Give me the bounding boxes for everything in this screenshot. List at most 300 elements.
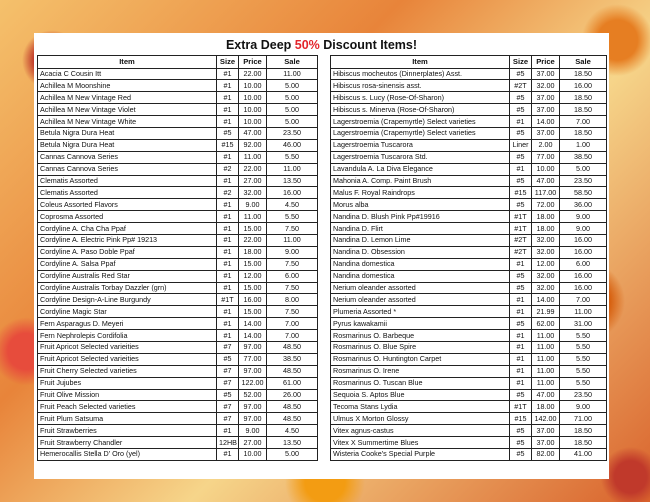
- item-size: #1: [510, 306, 532, 318]
- item-size: #1: [510, 116, 532, 128]
- column-header-price: Price: [239, 56, 267, 69]
- item-size: #1: [217, 306, 239, 318]
- item-sale: 38.50: [267, 353, 318, 365]
- item-size: #7: [217, 365, 239, 377]
- item-price: 47.00: [239, 127, 267, 139]
- item-price: 117.00: [532, 187, 560, 199]
- item-sale: 5.50: [560, 353, 607, 365]
- page-title: [34, 36, 609, 54]
- table-row: [331, 199, 607, 211]
- item-name: Hibiscus rosa-sinensis asst.: [331, 80, 510, 92]
- table-row: [331, 330, 607, 342]
- item-size: #1: [510, 294, 532, 306]
- table-row: [331, 306, 607, 318]
- item-price: 11.00: [532, 330, 560, 342]
- item-price: 97.00: [239, 341, 267, 353]
- item-sale: 5.50: [560, 330, 607, 342]
- table-row: [331, 187, 607, 199]
- item-price: 12.00: [532, 258, 560, 270]
- table-row: [38, 187, 318, 199]
- item-size: #5: [510, 270, 532, 282]
- table-row: [38, 234, 318, 246]
- item-size: #5: [510, 104, 532, 116]
- item-price: 32.00: [532, 270, 560, 282]
- item-sale: 23.50: [560, 175, 607, 187]
- item-sale: 7.50: [267, 258, 318, 270]
- right-price-table: [330, 55, 607, 461]
- item-name: Clematis Assorted: [38, 175, 217, 187]
- item-size: #5: [217, 353, 239, 365]
- table-row: [38, 104, 318, 116]
- item-price: 10.00: [239, 116, 267, 128]
- item-name: Hibiscus s. Lucy (Rose-Of-Sharon): [331, 92, 510, 104]
- item-size: #1: [217, 151, 239, 163]
- table-row: [331, 270, 607, 282]
- item-name: Vitex X Summertime Blues: [331, 437, 510, 449]
- item-sale: 6.00: [267, 270, 318, 282]
- item-name: Clematis Assorted: [38, 187, 217, 199]
- item-name: Malus F. Royal Raindrops: [331, 187, 510, 199]
- item-sale: 13.50: [267, 437, 318, 449]
- item-price: 21.99: [532, 306, 560, 318]
- item-size: #15: [217, 139, 239, 151]
- item-name: Rosmarinus O. Tuscan Blue: [331, 377, 510, 389]
- item-size: #2T: [510, 234, 532, 246]
- item-name: Coleus Assorted Flavors: [38, 199, 217, 211]
- item-price: 11.00: [532, 353, 560, 365]
- item-size: #1: [510, 163, 532, 175]
- item-name: Tecoma Stans Lydia: [331, 401, 510, 413]
- item-size: #2: [217, 187, 239, 199]
- item-size: #1: [217, 211, 239, 223]
- item-sale: 41.00: [560, 449, 607, 461]
- table-row: [331, 80, 607, 92]
- item-sale: 16.00: [560, 270, 607, 282]
- left-header-row: [38, 56, 318, 69]
- item-price: 22.00: [239, 68, 267, 80]
- column-header-price: Price: [532, 56, 560, 69]
- item-sale: 5.00: [267, 92, 318, 104]
- item-price: 37.00: [532, 425, 560, 437]
- item-price: 15.00: [239, 258, 267, 270]
- item-name: Cannas Cannova Series: [38, 151, 217, 163]
- item-price: 11.00: [239, 151, 267, 163]
- table-row: [331, 139, 607, 151]
- item-price: 32.00: [532, 80, 560, 92]
- item-name: Rosmarinus O. Huntington Carpet: [331, 353, 510, 365]
- item-name: Lagerstroemia (Crapemyrtle) Select varieties: [331, 127, 510, 139]
- item-size: #1: [217, 246, 239, 258]
- item-name: Betula Nigra Dura Heat: [38, 139, 217, 151]
- item-sale: 5.50: [560, 341, 607, 353]
- table-row: [38, 246, 318, 258]
- item-name: Fruit Peach Selected varieties: [38, 401, 217, 413]
- item-size: #5: [510, 68, 532, 80]
- item-price: 32.00: [532, 246, 560, 258]
- item-sale: 26.00: [267, 389, 318, 401]
- item-name: Achillea M New Vintage Violet: [38, 104, 217, 116]
- item-size: #2T: [510, 246, 532, 258]
- item-sale: 9.00: [560, 223, 607, 235]
- table-row: [38, 139, 318, 151]
- left-price-table: [37, 55, 318, 461]
- table-row: [38, 413, 318, 425]
- table-row: [331, 437, 607, 449]
- item-sale: 1.00: [560, 139, 607, 151]
- left-table-body: [38, 68, 318, 460]
- item-size: #1T: [510, 211, 532, 223]
- item-price: 10.00: [239, 80, 267, 92]
- item-price: 11.00: [532, 377, 560, 389]
- item-size: 12HB: [217, 437, 239, 449]
- item-sale: 48.50: [267, 401, 318, 413]
- table-row: [331, 449, 607, 461]
- item-price: 32.00: [239, 187, 267, 199]
- table-row: [38, 92, 318, 104]
- table-row: [331, 258, 607, 270]
- table-row: [38, 68, 318, 80]
- table-row: [331, 151, 607, 163]
- item-size: #1T: [217, 294, 239, 306]
- item-size: #1: [217, 234, 239, 246]
- item-name: Cordyline Magic Star: [38, 306, 217, 318]
- item-price: 32.00: [532, 282, 560, 294]
- table-row: [331, 92, 607, 104]
- item-price: 18.00: [532, 223, 560, 235]
- item-sale: 61.00: [267, 377, 318, 389]
- item-size: #5: [510, 127, 532, 139]
- item-size: #1: [217, 68, 239, 80]
- item-name: Acacia C Cousin Itt: [38, 68, 217, 80]
- item-sale: 58.50: [560, 187, 607, 199]
- item-sale: 7.00: [267, 330, 318, 342]
- table-row: [38, 330, 318, 342]
- item-size: #7: [217, 413, 239, 425]
- table-row: [38, 449, 318, 461]
- item-price: 18.00: [239, 246, 267, 258]
- item-sale: 48.50: [267, 413, 318, 425]
- column-header-item: Item: [331, 56, 510, 69]
- item-price: 15.00: [239, 282, 267, 294]
- item-price: 37.00: [532, 92, 560, 104]
- item-sale: 8.00: [267, 294, 318, 306]
- item-size: #5: [510, 92, 532, 104]
- title-percent: 50%: [294, 38, 320, 52]
- item-sale: 7.50: [267, 306, 318, 318]
- item-name: Rosmarinus O. Barbeque: [331, 330, 510, 342]
- item-price: 10.00: [239, 449, 267, 461]
- item-price: 72.00: [532, 199, 560, 211]
- table-row: [331, 294, 607, 306]
- item-name: Cordyline A. Cha Cha Ppaf: [38, 223, 217, 235]
- table-row: [38, 127, 318, 139]
- table-row: [331, 116, 607, 128]
- item-sale: 38.50: [560, 151, 607, 163]
- item-price: 97.00: [239, 401, 267, 413]
- item-name: Nerium oleander assorted: [331, 294, 510, 306]
- item-price: 14.00: [239, 318, 267, 330]
- item-size: #5: [510, 282, 532, 294]
- table-row: [331, 425, 607, 437]
- item-size: #15: [510, 413, 532, 425]
- item-name: Cordyline Australis Torbay Dazzler (grn): [38, 282, 217, 294]
- item-sale: 4.50: [267, 425, 318, 437]
- item-size: #1: [217, 258, 239, 270]
- right-table-body: [331, 68, 607, 460]
- item-price: 37.00: [532, 437, 560, 449]
- item-name: Fruit Strawberries: [38, 425, 217, 437]
- item-price: 82.00: [532, 449, 560, 461]
- item-name: Fruit Apricot Selected varieities: [38, 353, 217, 365]
- table-row: [38, 353, 318, 365]
- item-sale: 5.50: [560, 377, 607, 389]
- item-sale: 18.50: [560, 425, 607, 437]
- item-sale: 7.00: [560, 294, 607, 306]
- item-sale: 9.00: [560, 211, 607, 223]
- item-name: Nandina domestica: [331, 258, 510, 270]
- item-sale: 13.50: [267, 175, 318, 187]
- item-size: #2T: [510, 80, 532, 92]
- item-price: 14.00: [532, 294, 560, 306]
- table-row: [38, 163, 318, 175]
- item-price: 37.00: [532, 68, 560, 80]
- item-sale: 18.50: [560, 437, 607, 449]
- item-name: Nandina D. Flirt: [331, 223, 510, 235]
- item-sale: 5.00: [560, 163, 607, 175]
- item-size: #5: [217, 389, 239, 401]
- column-header-size: Size: [510, 56, 532, 69]
- item-size: #1: [217, 425, 239, 437]
- item-size: #1: [217, 92, 239, 104]
- item-size: #7: [217, 341, 239, 353]
- item-sale: 5.00: [267, 80, 318, 92]
- item-price: 9.00: [239, 425, 267, 437]
- table-row: [38, 116, 318, 128]
- table-row: [331, 353, 607, 365]
- item-name: Hemerocallis Stella D' Oro (yel): [38, 449, 217, 461]
- item-sale: 36.00: [560, 199, 607, 211]
- item-size: #5: [217, 127, 239, 139]
- item-name: Achillea M New Vintage Red: [38, 92, 217, 104]
- item-sale: 5.00: [267, 116, 318, 128]
- item-name: Plumeria Assorted *: [331, 306, 510, 318]
- item-price: 2.00: [532, 139, 560, 151]
- item-sale: 16.00: [560, 282, 607, 294]
- column-header-item: Item: [38, 56, 217, 69]
- item-size: #5: [510, 449, 532, 461]
- table-row: [331, 413, 607, 425]
- item-name: Mahonia A. Comp. Paint Brush: [331, 175, 510, 187]
- item-sale: 5.50: [267, 211, 318, 223]
- item-sale: 5.00: [267, 449, 318, 461]
- item-sale: 18.50: [560, 68, 607, 80]
- item-name: Ulmus X Morton Glossy: [331, 413, 510, 425]
- table-row: [38, 437, 318, 449]
- item-price: 142.00: [532, 413, 560, 425]
- item-name: Cordyline A. Paso Doble Ppaf: [38, 246, 217, 258]
- item-size: #5: [510, 175, 532, 187]
- item-sale: 31.00: [560, 318, 607, 330]
- item-name: Fern Nephrolepis Cordifolia: [38, 330, 217, 342]
- item-sale: 11.00: [267, 163, 318, 175]
- item-sale: 7.00: [560, 116, 607, 128]
- item-name: Sequoia S. Aptos Blue: [331, 389, 510, 401]
- item-size: #5: [510, 199, 532, 211]
- item-name: Rosmarinus O. Blue Spire: [331, 341, 510, 353]
- item-name: Cordyline A. Salsa Ppaf: [38, 258, 217, 270]
- item-name: Cordyline Design-A-Line Burgundy: [38, 294, 217, 306]
- item-size: #1T: [510, 223, 532, 235]
- table-row: [38, 306, 318, 318]
- item-size: #1: [510, 330, 532, 342]
- item-sale: 71.00: [560, 413, 607, 425]
- item-size: #1: [217, 270, 239, 282]
- item-sale: 46.00: [267, 139, 318, 151]
- item-price: 9.00: [239, 199, 267, 211]
- table-row: [331, 282, 607, 294]
- item-price: 37.00: [532, 104, 560, 116]
- item-name: Nerium oleander assorted: [331, 282, 510, 294]
- item-sale: 16.00: [560, 234, 607, 246]
- item-sale: 16.00: [560, 246, 607, 258]
- table-row: [331, 377, 607, 389]
- table-row: [331, 401, 607, 413]
- item-size: #5: [510, 425, 532, 437]
- table-row: [38, 318, 318, 330]
- item-name: Fruit Strawberry Chandler: [38, 437, 217, 449]
- item-name: Cordyline A. Electric Pink Pp# 19213: [38, 234, 217, 246]
- item-price: 11.00: [532, 365, 560, 377]
- table-row: [331, 389, 607, 401]
- item-size: #1: [217, 104, 239, 116]
- item-size: #1: [510, 353, 532, 365]
- item-size: #1: [217, 80, 239, 92]
- item-name: Cannas Cannova Series: [38, 163, 217, 175]
- item-sale: 7.00: [267, 318, 318, 330]
- item-name: Betula Nigra Dura Heat: [38, 127, 217, 139]
- item-size: #1T: [510, 401, 532, 413]
- item-name: Hibiscus s. Minerva (Rose-Of-Sharon): [331, 104, 510, 116]
- table-row: [38, 151, 318, 163]
- item-name: Fruit Olive Mission: [38, 389, 217, 401]
- item-price: 18.00: [532, 401, 560, 413]
- table-row: [38, 425, 318, 437]
- item-price: 32.00: [532, 234, 560, 246]
- item-size: #5: [510, 389, 532, 401]
- table-row: [38, 294, 318, 306]
- item-sale: 9.00: [560, 401, 607, 413]
- item-sale: 18.50: [560, 104, 607, 116]
- table-row: [38, 282, 318, 294]
- item-size: #7: [217, 377, 239, 389]
- item-name: Nandina D. Obsession: [331, 246, 510, 258]
- discount-sheet: [34, 33, 609, 479]
- table-row: [38, 175, 318, 187]
- item-price: 122.00: [239, 377, 267, 389]
- item-sale: 11.00: [267, 234, 318, 246]
- item-name: Achillea M New Vintage White: [38, 116, 217, 128]
- item-name: Lavandula A. La Diva Elegance: [331, 163, 510, 175]
- table-row: [331, 223, 607, 235]
- item-name: Cordyline Australis Red Star: [38, 270, 217, 282]
- item-name: Fern Asparagus D. Meyeri: [38, 318, 217, 330]
- item-price: 12.00: [239, 270, 267, 282]
- item-name: Rosmarinus O. Irene: [331, 365, 510, 377]
- item-price: 22.00: [239, 234, 267, 246]
- right-header-row: [331, 56, 607, 69]
- item-price: 47.00: [532, 175, 560, 187]
- item-name: Nandina domestica: [331, 270, 510, 282]
- item-sale: 18.50: [560, 127, 607, 139]
- item-price: 15.00: [239, 223, 267, 235]
- table-row: [38, 199, 318, 211]
- item-price: 97.00: [239, 365, 267, 377]
- table-row: [38, 365, 318, 377]
- item-size: #7: [217, 401, 239, 413]
- column-header-size: Size: [217, 56, 239, 69]
- item-size: #1: [510, 365, 532, 377]
- item-sale: 48.50: [267, 365, 318, 377]
- table-row: [331, 104, 607, 116]
- item-price: 27.00: [239, 437, 267, 449]
- title-prefix: Extra Deep: [225, 38, 295, 52]
- item-sale: 48.50: [267, 341, 318, 353]
- table-row: [38, 401, 318, 413]
- item-sale: 5.50: [267, 151, 318, 163]
- item-name: Achillea M Moonshine: [38, 80, 217, 92]
- table-row: [331, 234, 607, 246]
- item-size: #15: [510, 187, 532, 199]
- item-name: Lagerstroemia Tuscarora: [331, 139, 510, 151]
- title-suffix: Discount Items!: [319, 38, 418, 52]
- item-price: 11.00: [239, 211, 267, 223]
- table-row: [38, 223, 318, 235]
- item-size: #5: [510, 151, 532, 163]
- item-price: 77.00: [239, 353, 267, 365]
- item-price: 18.00: [532, 211, 560, 223]
- item-price: 10.00: [239, 104, 267, 116]
- table-row: [38, 270, 318, 282]
- item-sale: 23.50: [267, 127, 318, 139]
- item-name: Nandina D. Lemon Lime: [331, 234, 510, 246]
- item-size: #2: [217, 163, 239, 175]
- item-price: 27.00: [239, 175, 267, 187]
- item-name: Hibiscus mocheutos (Dinnerplates) Asst.: [331, 68, 510, 80]
- item-name: Fruit Apricot Selected varieities: [38, 341, 217, 353]
- item-price: 52.00: [239, 389, 267, 401]
- table-row: [331, 365, 607, 377]
- column-header-sale: Sale: [267, 56, 318, 69]
- column-header-sale: Sale: [560, 56, 607, 69]
- item-name: Morus alba: [331, 199, 510, 211]
- item-size: #1: [217, 175, 239, 187]
- item-size: #1: [217, 449, 239, 461]
- table-row: [331, 318, 607, 330]
- item-name: Wisteria Cooke's Special Purple: [331, 449, 510, 461]
- table-row: [38, 341, 318, 353]
- item-name: Fruit Cherry Selected varieties: [38, 365, 217, 377]
- table-row: [331, 68, 607, 80]
- item-name: Lagerstroemia Tuscarora Std.: [331, 151, 510, 163]
- item-sale: 4.50: [267, 199, 318, 211]
- table-row: [331, 127, 607, 139]
- item-size: #1: [510, 377, 532, 389]
- item-price: 77.00: [532, 151, 560, 163]
- item-name: Vitex agnus-castus: [331, 425, 510, 437]
- table-row: [38, 211, 318, 223]
- item-sale: 7.50: [267, 282, 318, 294]
- item-sale: 11.00: [560, 306, 607, 318]
